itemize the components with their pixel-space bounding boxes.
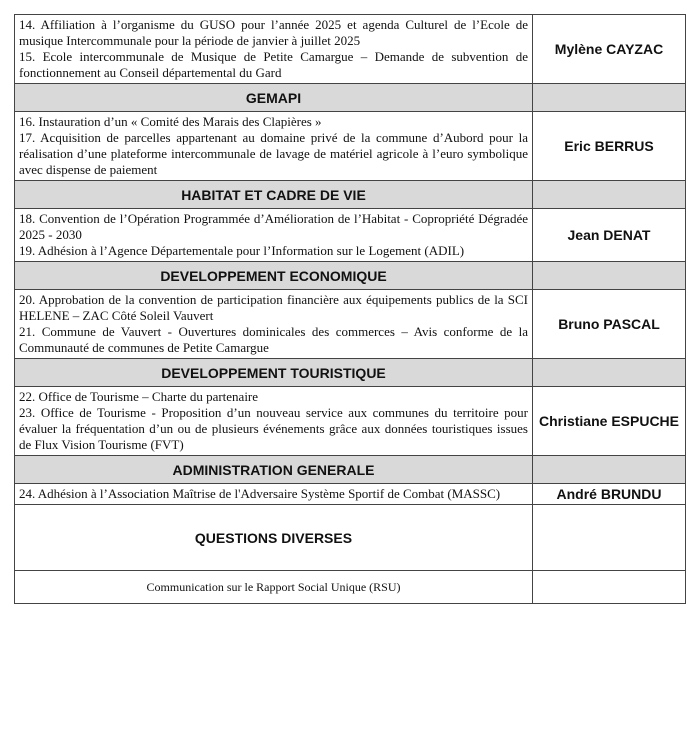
agenda-item: 16. Instauration d’un « Comité des Marais des Clapières » bbox=[19, 114, 322, 129]
agenda-items-row bbox=[15, 112, 686, 181]
agenda-item: 17. Acquisition de parcelles appartenant au domaine privé de la commune d’Aubord pour la réalisation d’une plateforme intercommunale de lavage de matériel agricole à l’euro symbolique avec dispense de paiement bbox=[19, 130, 528, 177]
section-title: GEMAPI bbox=[15, 84, 533, 112]
agenda-items-cell bbox=[15, 112, 533, 181]
agenda-items-row bbox=[15, 387, 686, 456]
agenda-item: 23. Office de Tourisme - Proposition d’un nouveau service aux communes du territoire pour évaluer la fréquentation d’un ou de plusieurs événements grâce aux données touristiques issues de Flux Vision Tourisme (FVT) bbox=[19, 405, 528, 452]
section-empty-cell bbox=[533, 84, 686, 112]
agenda-item: 24. Adhésion à l’Association Maîtrise de l'Adversaire Système Sportif de Combat (MASSC) bbox=[19, 486, 501, 501]
agenda-item: 22. Office de Tourisme – Charte du partenaire bbox=[19, 389, 259, 404]
section-header-row bbox=[15, 456, 686, 484]
section-title: ADMINISTRATION GENERALE bbox=[15, 456, 533, 484]
agenda-items-row bbox=[15, 209, 686, 262]
agenda-items-cell bbox=[15, 387, 533, 456]
agenda-items-row bbox=[15, 290, 686, 359]
agenda-items-row bbox=[15, 484, 686, 505]
section-header-row bbox=[15, 84, 686, 112]
agenda-item: 19. Adhésion à l’Agence Départementale pour l’Information sur le Logement (ADIL) bbox=[19, 243, 465, 258]
questions-diverses-title: QUESTIONS DIVERSES bbox=[15, 505, 533, 571]
agenda-item: 15. Ecole intercommunale de Musique de Petite Camargue – Demande de subvention de fonctionnement au Conseil départemental du Gard bbox=[19, 49, 528, 80]
agenda-items-cell bbox=[15, 290, 533, 359]
section-title: DEVELOPPEMENT TOURISTIQUE bbox=[15, 359, 533, 387]
rapporteur-name: Jean DENAT bbox=[533, 209, 686, 262]
agenda-item: 14. Affiliation à l’organisme du GUSO pour l’année 2025 et agenda Culturel de l’Ecole de musique Intercommunale pour la période de janvier à juillet 2025 bbox=[19, 17, 528, 48]
rapporteur-name: Eric BERRUS bbox=[533, 112, 686, 181]
rapporteur-name: Mylène CAYZAC bbox=[533, 15, 686, 84]
questions-diverses-item: Communication sur le Rapport Social Unique (RSU) bbox=[15, 571, 533, 604]
section-empty-cell bbox=[533, 181, 686, 209]
rapporteur-name: André BRUNDU bbox=[533, 484, 686, 505]
agenda-items-row bbox=[15, 15, 686, 84]
section-header-row bbox=[15, 181, 686, 209]
questions-diverses-item-row bbox=[15, 571, 686, 604]
agenda-body bbox=[15, 15, 686, 604]
section-header-row bbox=[15, 359, 686, 387]
agenda-item: 18. Convention de l’Opération Programmée d’Amélioration de l’Habitat - Copropriété Dégradée 2025 - 2030 bbox=[19, 211, 528, 242]
rapporteur-cell-empty bbox=[533, 571, 686, 604]
section-empty-cell bbox=[533, 456, 686, 484]
rapporteur-cell-empty bbox=[533, 505, 686, 571]
agenda-table bbox=[14, 14, 686, 604]
section-empty-cell bbox=[533, 359, 686, 387]
questions-diverses-row bbox=[15, 505, 686, 571]
rapporteur-name: Christiane ESPUCHE bbox=[533, 387, 686, 456]
section-title: HABITAT ET CADRE DE VIE bbox=[15, 181, 533, 209]
rapporteur-name: Bruno PASCAL bbox=[533, 290, 686, 359]
section-empty-cell bbox=[533, 262, 686, 290]
agenda-items-cell bbox=[15, 15, 533, 84]
agenda-items-cell bbox=[15, 209, 533, 262]
agenda-item: 21. Commune de Vauvert - Ouvertures dominicales des commerces – Avis conforme de la Communauté de communes de Petite Camargue bbox=[19, 324, 528, 355]
section-title: DEVELOPPEMENT ECONOMIQUE bbox=[15, 262, 533, 290]
section-header-row bbox=[15, 262, 686, 290]
agenda-item: 20. Approbation de la convention de participation financière aux équipements publics de la SCI HELENE – ZAC Côté Soleil Vauvert bbox=[19, 292, 528, 323]
agenda-items-cell bbox=[15, 484, 533, 505]
